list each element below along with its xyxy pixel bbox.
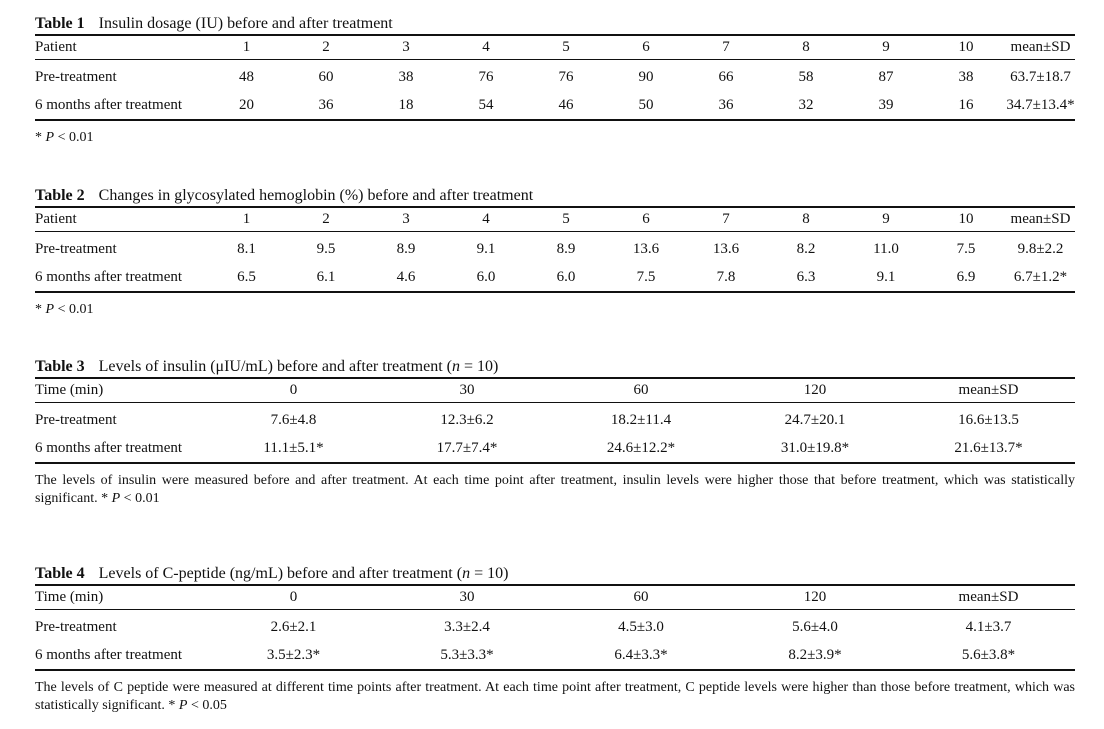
table-cell: 9.1	[876, 268, 896, 285]
table-1-header-cell: 1	[207, 35, 286, 60]
table-2-header-cell: 10	[926, 207, 1006, 232]
table-cell: 8.1	[237, 240, 256, 257]
table-cell: 21.6±13.7*	[954, 439, 1023, 456]
table-1-header-cell: 4	[446, 35, 526, 60]
table-4-note-text: The levels of C peptide were measured at different time points after treatment. At each time point after treatment, C peptide levels were higher than those before treatment, which was statistically significant. *	[35, 680, 1075, 713]
table-cell: 3.3±2.4	[444, 618, 490, 635]
table-4-block	[35, 564, 1075, 715]
table-cell: 18	[398, 96, 414, 113]
table-2-footnote	[35, 301, 1075, 319]
table-3	[35, 377, 1075, 464]
table-cell: 11.1±5.1*	[263, 439, 324, 456]
table-cell: Pre-treatment	[35, 411, 117, 428]
table-4-header-row	[35, 585, 1075, 610]
table-3-label: Table 3	[35, 358, 85, 375]
table-2-header-row	[35, 207, 1075, 232]
table-row	[35, 434, 1075, 463]
table-1-footnote	[35, 129, 1075, 147]
table-4-label: Table 4	[35, 565, 85, 582]
table-1-header-cell: 9	[846, 35, 926, 60]
table-cell: 5.3±3.3*	[440, 646, 494, 663]
table-row	[35, 641, 1075, 670]
table-cell: 9.1	[476, 240, 496, 257]
table-1-header-cell: 10	[926, 35, 1006, 60]
table-cell: 46	[558, 96, 574, 113]
table-2-header-cell: 7	[686, 207, 766, 232]
table-3-header-cell: mean±SD	[902, 378, 1075, 403]
table-cell: 2.6±2.1	[270, 618, 317, 635]
table-2-label: Table 2	[35, 187, 85, 204]
table-3-title-end: = 10)	[459, 358, 499, 375]
table-cell: 36	[318, 96, 334, 113]
footnote-threshold: < 0.01	[120, 491, 160, 506]
table-2-header-cell: 8	[766, 207, 846, 232]
table-cell: 66	[718, 68, 734, 85]
table-4-header-cell: 120	[728, 585, 902, 610]
table-cell: Pre-treatment	[35, 240, 117, 257]
table-cell: 48	[239, 68, 254, 85]
table-cell: 17.7±7.4*	[436, 439, 498, 456]
table-cell: 6.4±3.3*	[614, 646, 668, 663]
table-cell: 4.6	[396, 268, 416, 285]
table-2-header-cell: 3	[366, 207, 446, 232]
table-1-caption	[35, 14, 1075, 34]
table-cell: 58	[798, 68, 814, 85]
table-2-header-cell: 6	[606, 207, 686, 232]
table-cell: 38	[398, 68, 414, 85]
table-3-title: Levels of insulin (μIU/mL) before and after treatment (	[98, 358, 452, 375]
table-2	[35, 206, 1075, 293]
table-2-caption	[35, 186, 1075, 206]
table-4	[35, 584, 1075, 671]
table-1-header-cell: 7	[686, 35, 766, 60]
table-3-note	[35, 472, 1075, 508]
table-4-header-cell: Time (min)	[35, 585, 207, 610]
table-row	[35, 60, 1075, 92]
table-3-header-cell: 120	[728, 378, 902, 403]
table-cell: 7.5	[956, 240, 976, 257]
table-4-title-n: n	[462, 565, 471, 582]
table-cell: 24.7±20.1	[784, 411, 846, 428]
footnote-threshold: < 0.05	[187, 698, 227, 713]
table-cell: 87	[878, 68, 894, 85]
table-3-header-cell: 0	[207, 378, 380, 403]
table-cell: 76	[558, 68, 574, 85]
table-cell: 60	[318, 68, 334, 85]
table-cell: 38	[958, 68, 974, 85]
table-4-header-cell: 30	[380, 585, 554, 610]
table-1-block	[35, 14, 1075, 147]
table-cell: 6 months after treatment	[35, 646, 183, 663]
table-cell: 6.5	[237, 268, 256, 285]
table-4-title: Levels of C-peptide (ng/mL) before and after treatment (	[98, 565, 463, 582]
table-cell: 63.7±18.7	[1010, 68, 1071, 85]
table-1-title: Insulin dosage (IU) before and after treatment	[98, 15, 393, 32]
table-cell: 13.6	[632, 240, 660, 257]
table-2-header-cell: Patient	[35, 207, 207, 232]
table-cell: 9.5	[316, 240, 336, 257]
table-cell: 12.3±6.2	[440, 411, 494, 428]
table-cell: 8.2	[796, 240, 816, 257]
table-cell: 16	[958, 96, 974, 113]
table-1-header-row	[35, 35, 1075, 60]
table-3-note-text: The levels of insulin were measured before and after treatment. At each time point after treatment, insulin levels were higher those that before treatment, which was statistically significant. *	[35, 473, 1075, 506]
table-4-caption	[35, 564, 1075, 584]
table-row	[35, 263, 1075, 292]
table-cell: 7.6±4.8	[270, 411, 317, 428]
table-cell: 13.6	[712, 240, 740, 257]
table-cell: 8.2±3.9*	[788, 646, 842, 663]
table-cell: 7.5	[636, 268, 656, 285]
table-3-header-cell: 30	[380, 378, 554, 403]
footnote-threshold: < 0.01	[54, 130, 94, 145]
table-cell: Pre-treatment	[35, 618, 117, 635]
table-3-header-row	[35, 378, 1075, 403]
footnote-p-symbol: P	[45, 130, 55, 145]
table-cell: 76	[478, 68, 494, 85]
table-3-caption	[35, 357, 1075, 377]
table-cell: 6 months after treatment	[35, 439, 183, 456]
table-4-header-cell: 60	[554, 585, 728, 610]
table-cell: 31.0±19.8*	[780, 439, 850, 456]
table-3-block	[35, 357, 1075, 508]
table-cell: 8.9	[556, 240, 576, 257]
table-cell: 24.6±12.2*	[606, 439, 676, 456]
table-2-header-cell: 2	[286, 207, 366, 232]
table-cell: 4.5±3.0	[618, 618, 664, 635]
table-row	[35, 232, 1075, 264]
table-cell: 6.3	[796, 268, 816, 285]
table-4-header-cell: mean±SD	[902, 585, 1075, 610]
table-cell: 18.2±11.4	[610, 411, 672, 428]
table-cell: 6 months after treatment	[35, 268, 183, 285]
table-2-block	[35, 186, 1075, 319]
table-3-header-cell: Time (min)	[35, 378, 207, 403]
table-cell: 3.5±2.3*	[266, 646, 321, 663]
table-row	[35, 403, 1075, 435]
table-2-header-cell: 4	[446, 207, 526, 232]
table-cell: 36	[718, 96, 734, 113]
table-1-header-cell: Patient	[35, 35, 207, 60]
table-3-title-n: n	[451, 358, 460, 375]
table-4-header-cell: 0	[207, 585, 380, 610]
footnote-p-symbol: P	[45, 302, 55, 317]
table-cell: 5.6±3.8*	[961, 646, 1016, 663]
table-cell: 6.0	[476, 268, 496, 285]
table-4-title-end: = 10)	[470, 565, 509, 582]
table-row	[35, 610, 1075, 642]
table-cell: 4.1±3.7	[965, 618, 1012, 635]
table-1-header-cell: 8	[766, 35, 846, 60]
table-cell: 6.7±1.2*	[1013, 268, 1068, 285]
table-1-header-cell: 2	[286, 35, 366, 60]
footnote-threshold: < 0.01	[54, 302, 94, 317]
table-cell: 11.0	[873, 240, 899, 257]
table-2-header-cell: mean±SD	[1006, 207, 1075, 232]
footnote-star: *	[35, 302, 46, 317]
table-1-header-cell: mean±SD	[1006, 35, 1075, 60]
table-cell: 50	[638, 96, 654, 113]
table-4-note	[35, 679, 1075, 715]
table-cell: 20	[239, 96, 254, 113]
table-1-header-cell: 5	[526, 35, 606, 60]
table-cell: 54	[478, 96, 494, 113]
table-2-header-cell: 9	[846, 207, 926, 232]
table-cell: 6 months after treatment	[35, 96, 183, 113]
table-2-header-cell: 5	[526, 207, 606, 232]
table-2-header-cell: 1	[207, 207, 286, 232]
table-cell: 32	[798, 96, 814, 113]
footnote-p-symbol: P	[178, 698, 188, 713]
table-cell: Pre-treatment	[35, 68, 117, 85]
table-cell: 9.8±2.2	[1017, 240, 1064, 257]
table-cell: 16.6±13.5	[958, 411, 1019, 428]
table-1	[35, 34, 1075, 121]
table-cell: 6.9	[956, 268, 976, 285]
table-2-title: Changes in glycosylated hemoglobin (%) before and after treatment	[98, 187, 534, 204]
table-cell: 39	[878, 96, 894, 113]
table-cell: 8.9	[396, 240, 416, 257]
table-cell: 34.7±13.4*	[1006, 96, 1075, 113]
table-1-label: Table 1	[35, 15, 85, 32]
table-1-header-cell: 3	[366, 35, 446, 60]
table-cell: 5.6±4.0	[792, 618, 838, 635]
footnote-star: *	[35, 130, 46, 145]
table-1-header-cell: 6	[606, 35, 686, 60]
footnote-p-symbol: P	[111, 491, 121, 506]
table-cell: 6.0	[556, 268, 576, 285]
table-cell: 7.8	[716, 268, 736, 285]
table-cell: 6.1	[316, 268, 336, 285]
table-3-header-cell: 60	[554, 378, 728, 403]
table-row	[35, 91, 1075, 120]
table-cell: 90	[638, 68, 654, 85]
